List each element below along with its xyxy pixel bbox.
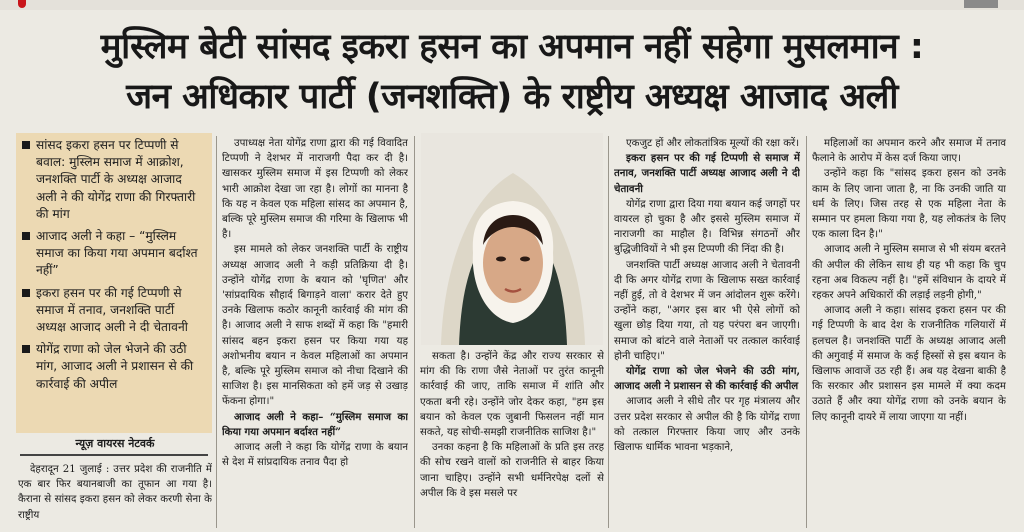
article-paragraph: जनशक्ति पार्टी अध्यक्ष आजाद अली ने चेतावनी दी कि अगर योगेंद्र राणा के खिलाफ सख्त कार्रवाई नहीं हुई, तो वे देशभर में जन आंदोलन शुरू करेंगे। उन्होंने कहा, "अगर इस बार भी ऐसे लोगों को खुला छोड़ दिया गया, तो यह परंपरा बन जाएगी। समाज को बांटने वाले नेताओं पर तत्काल कार्रवाई होनी चाहिए।": [614, 259, 800, 362]
article-paragraph: उनका कहना है कि महिलाओं के प्रति इस तरह की सोच रखने वालों को राजनीति से बाहर किया जाना चाहिए। उन्होंने सभी धर्मनिरपेक्ष दलों से अपील कि वे इस मसले पर: [420, 442, 604, 499]
article-paragraph: देहरादून 21 जुलाई : उत्तर प्रदेश की राजनीति में एक बार फिर बयानबाजी का तूफान आ गया है। कैराना से सांसद इकरा हसन को लेकर करणी सेना के राष्ट्रीय: [18, 464, 212, 521]
article-subheading: योगेंद्र राणा को जेल भेजने की उठी मांग, आजाद अली ने प्रशासन से की कार्रवाई की अपील: [614, 365, 800, 393]
article-column-3: [420, 349, 604, 530]
column-rule: [806, 136, 807, 528]
headline-line-1: मुस्लिम बेटी सांसद इकरा हसन का अपमान नहीं सहेगा मुसलमान :: [100, 27, 924, 67]
headline: [10, 22, 1014, 122]
article-column-2: [222, 136, 408, 530]
page-tab-mark: [964, 0, 998, 8]
article-paragraph: आजाद अली ने कहा कि योगेंद्र राणा के बयान से देश में सांप्रदायिक तनाव पैदा हो: [222, 442, 408, 469]
article-column-5: [812, 136, 1006, 530]
highlight-text: योगेंद्र राणा को जेल भेजने की उठी मांग, आजाद अली ने प्रशासन से की कार्रवाई की अपील: [36, 342, 194, 391]
article-paragraph: आजाद अली ने कहा। सांसद इकरा हसन पर की गई टिप्पणी के बाद देश के राजनीतिक गलियारों में हलचल है। जनशक्ति पार्टी के अध्यक्ष आजाद अली की अगुवाई में समाज के कई हिस्सों से इस बयान के खिलाफ आवाजें उठ रही हैं। अब यह देखना बाकी है कि सरकार और प्रशासन इस मामले में क्या कदम उठाते हैं और क्या योगेंद्र राणा को उनके बयान के लिए कानूनी दायरे में लाया जाएगा या नहीं।: [812, 305, 1006, 423]
article-paragraph: सकता है। उन्होंने केंद्र और राज्य सरकार से मांग की कि राणा जैसे नेताओं पर तुरंत कानूनी कार्रवाई की जाए, ताकि समाज में शांति और एकता बनी रहे। उन्होंने जोर देकर कहा, "हम इस बयान को केवल एक जुबानी फिसलन नहीं मान सकते, यह सोची-समझी राजनीतिक साजिश है।": [420, 351, 604, 439]
column-rule: [216, 136, 217, 528]
highlight-item: [20, 137, 206, 223]
bullet-square-icon: [22, 141, 30, 149]
headline-line-2: जन अधिकार पार्टी (जनशक्ति) के राष्ट्रीय अध्यक्ष आजाद अली: [126, 77, 898, 117]
highlight-item: [20, 228, 206, 280]
bullet-square-icon: [22, 345, 30, 353]
article-subheading: आजाद अली ने कहा– “मुस्लिम समाज का किया गया अपमान बर्दाश्त नहीं”: [222, 410, 408, 438]
article-subheading: इकरा हसन पर की गई टिप्पणी से समाज में तनाव, जनशक्ति पार्टी अध्यक्ष आजाद अली ने दी चेतावनी: [614, 152, 800, 195]
article-paragraph: आजाद अली ने सीधे तौर पर गृह मंत्रालय और उत्तर प्रदेश सरकार से अपील की है कि योगेंद्र राणा को तत्काल गिरफ्तार किया जाए और उनके खिलाफ धार्मिक भावना भड़काने,: [614, 396, 800, 454]
highlight-text: इकरा हसन पर की गई टिप्पणी से समाज में तनाव, जनशक्ति पार्टी अध्यक्ष आजाद अली ने दी चेतावनी: [36, 285, 188, 335]
highlight-text: सांसद इकरा हसन पर टिप्पणी से बवाल: मुस्लिम समाज में आक्रोश, जनशक्ति पार्टी के अध्यक्ष आजाद अली ने की योगेंद्र राणा की गिरफ्तारी की मांग: [36, 138, 196, 221]
highlight-text: आजाद अली ने कहा – “मुस्लिम समाज का किया गया अपमान बर्दाश्त नहीं”: [36, 229, 198, 278]
bullet-square-icon: [22, 289, 30, 297]
column-rule: [414, 136, 415, 528]
highlight-item: [20, 285, 206, 337]
article-paragraph: महिलाओं का अपमान करने और समाज में तनाव फैलाने के आरोप में केस दर्ज किया जाए।: [812, 138, 1006, 165]
article-paragraph: उन्होंने कहा कि "सांसद इकरा हसन को उनके काम के लिए जाना जाता है, ना कि उनकी जाति या धर्म के लिए। जिस तरह से एक महिला नेता के सम्मान पर हमला किया गया है, यह लोकतंत्र के लिए एक काला दिन है।": [812, 168, 1006, 241]
article-column-4: [614, 136, 800, 530]
brand-mark: [18, 0, 26, 8]
portrait-photo: [421, 133, 603, 345]
article-column-1: [18, 462, 212, 530]
article-paragraph: एकजुट हों और लोकतांत्रिक मूल्यों की रक्षा करें।: [626, 138, 800, 149]
highlight-item: [20, 341, 206, 393]
article-paragraph: उपाध्यक्ष नेता योगेंद्र राणा द्वारा की गई विवादित टिप्पणी ने देशभर में नाराजगी पैदा कर दी है। खासकर मुस्लिम समाज में इस टिप्पणी को लेकर भारी आक्रोश देखा जा रहा है। लोगों का मानना है कि यह न केवल एक महिला सांसद का अपमान है, बल्कि पूरे मुस्लिम समाज की गरिमा के खिलाफ भी है।: [222, 138, 408, 241]
byline: न्यूज़ वायरस नेटवर्क: [75, 437, 155, 450]
bullet-square-icon: [22, 232, 30, 240]
article-paragraph: आजाद अली ने मुस्लिम समाज से भी संयम बरतने की अपील की लेकिन साथ ही यह भी कहा कि चुप रहना अब विकल्प नहीं है। "हमें संविधान के दायरे में रहकर अपने अधिकारों की लड़ाई लड़नी होगी,": [812, 244, 1006, 302]
article-paragraph: योगेंद्र राणा द्वारा दिया गया बयान कई जगहों पर वायरल हो चुका है और इससे मुस्लिम समाज में नाराजगी का माहौल है। विभिन्न संगठनों और बुद्धिजीवियों ने भी इस टिप्पणी की निंदा की है।: [614, 198, 800, 256]
article-paragraph: इस मामले को लेकर जनशक्ति पार्टी के राष्ट्रीय अध्यक्ष आजाद अली ने कड़ी प्रतिक्रिया दी है। उन्होंने योगेंद्र राणा के बयान को 'घृणित' और 'सांप्रदायिक सौहार्द बिगाड़ने वाला' करार देते हुए उनके खिलाफ कठोर कानूनी कार्रवाई की मांग की है। आजाद अली ने साफ शब्दों में कहा कि "हमारी सांसद बहन इकरा हसन पर किया गया यह अशोभनीय बयान न केवल महिलाओं का अपमान है, बल्कि पूरे मुस्लिम समाज को नीचा दिखाने की साजिश है। इस मानसिकता को हमें जड़ से उखाड़ फेंकना होगा।": [222, 244, 408, 408]
highlights-box: [16, 133, 212, 433]
column-rule: [608, 136, 609, 528]
byline-rule: [20, 454, 208, 456]
page-top-strip: [0, 0, 1024, 10]
portrait-illustration: [421, 133, 603, 345]
